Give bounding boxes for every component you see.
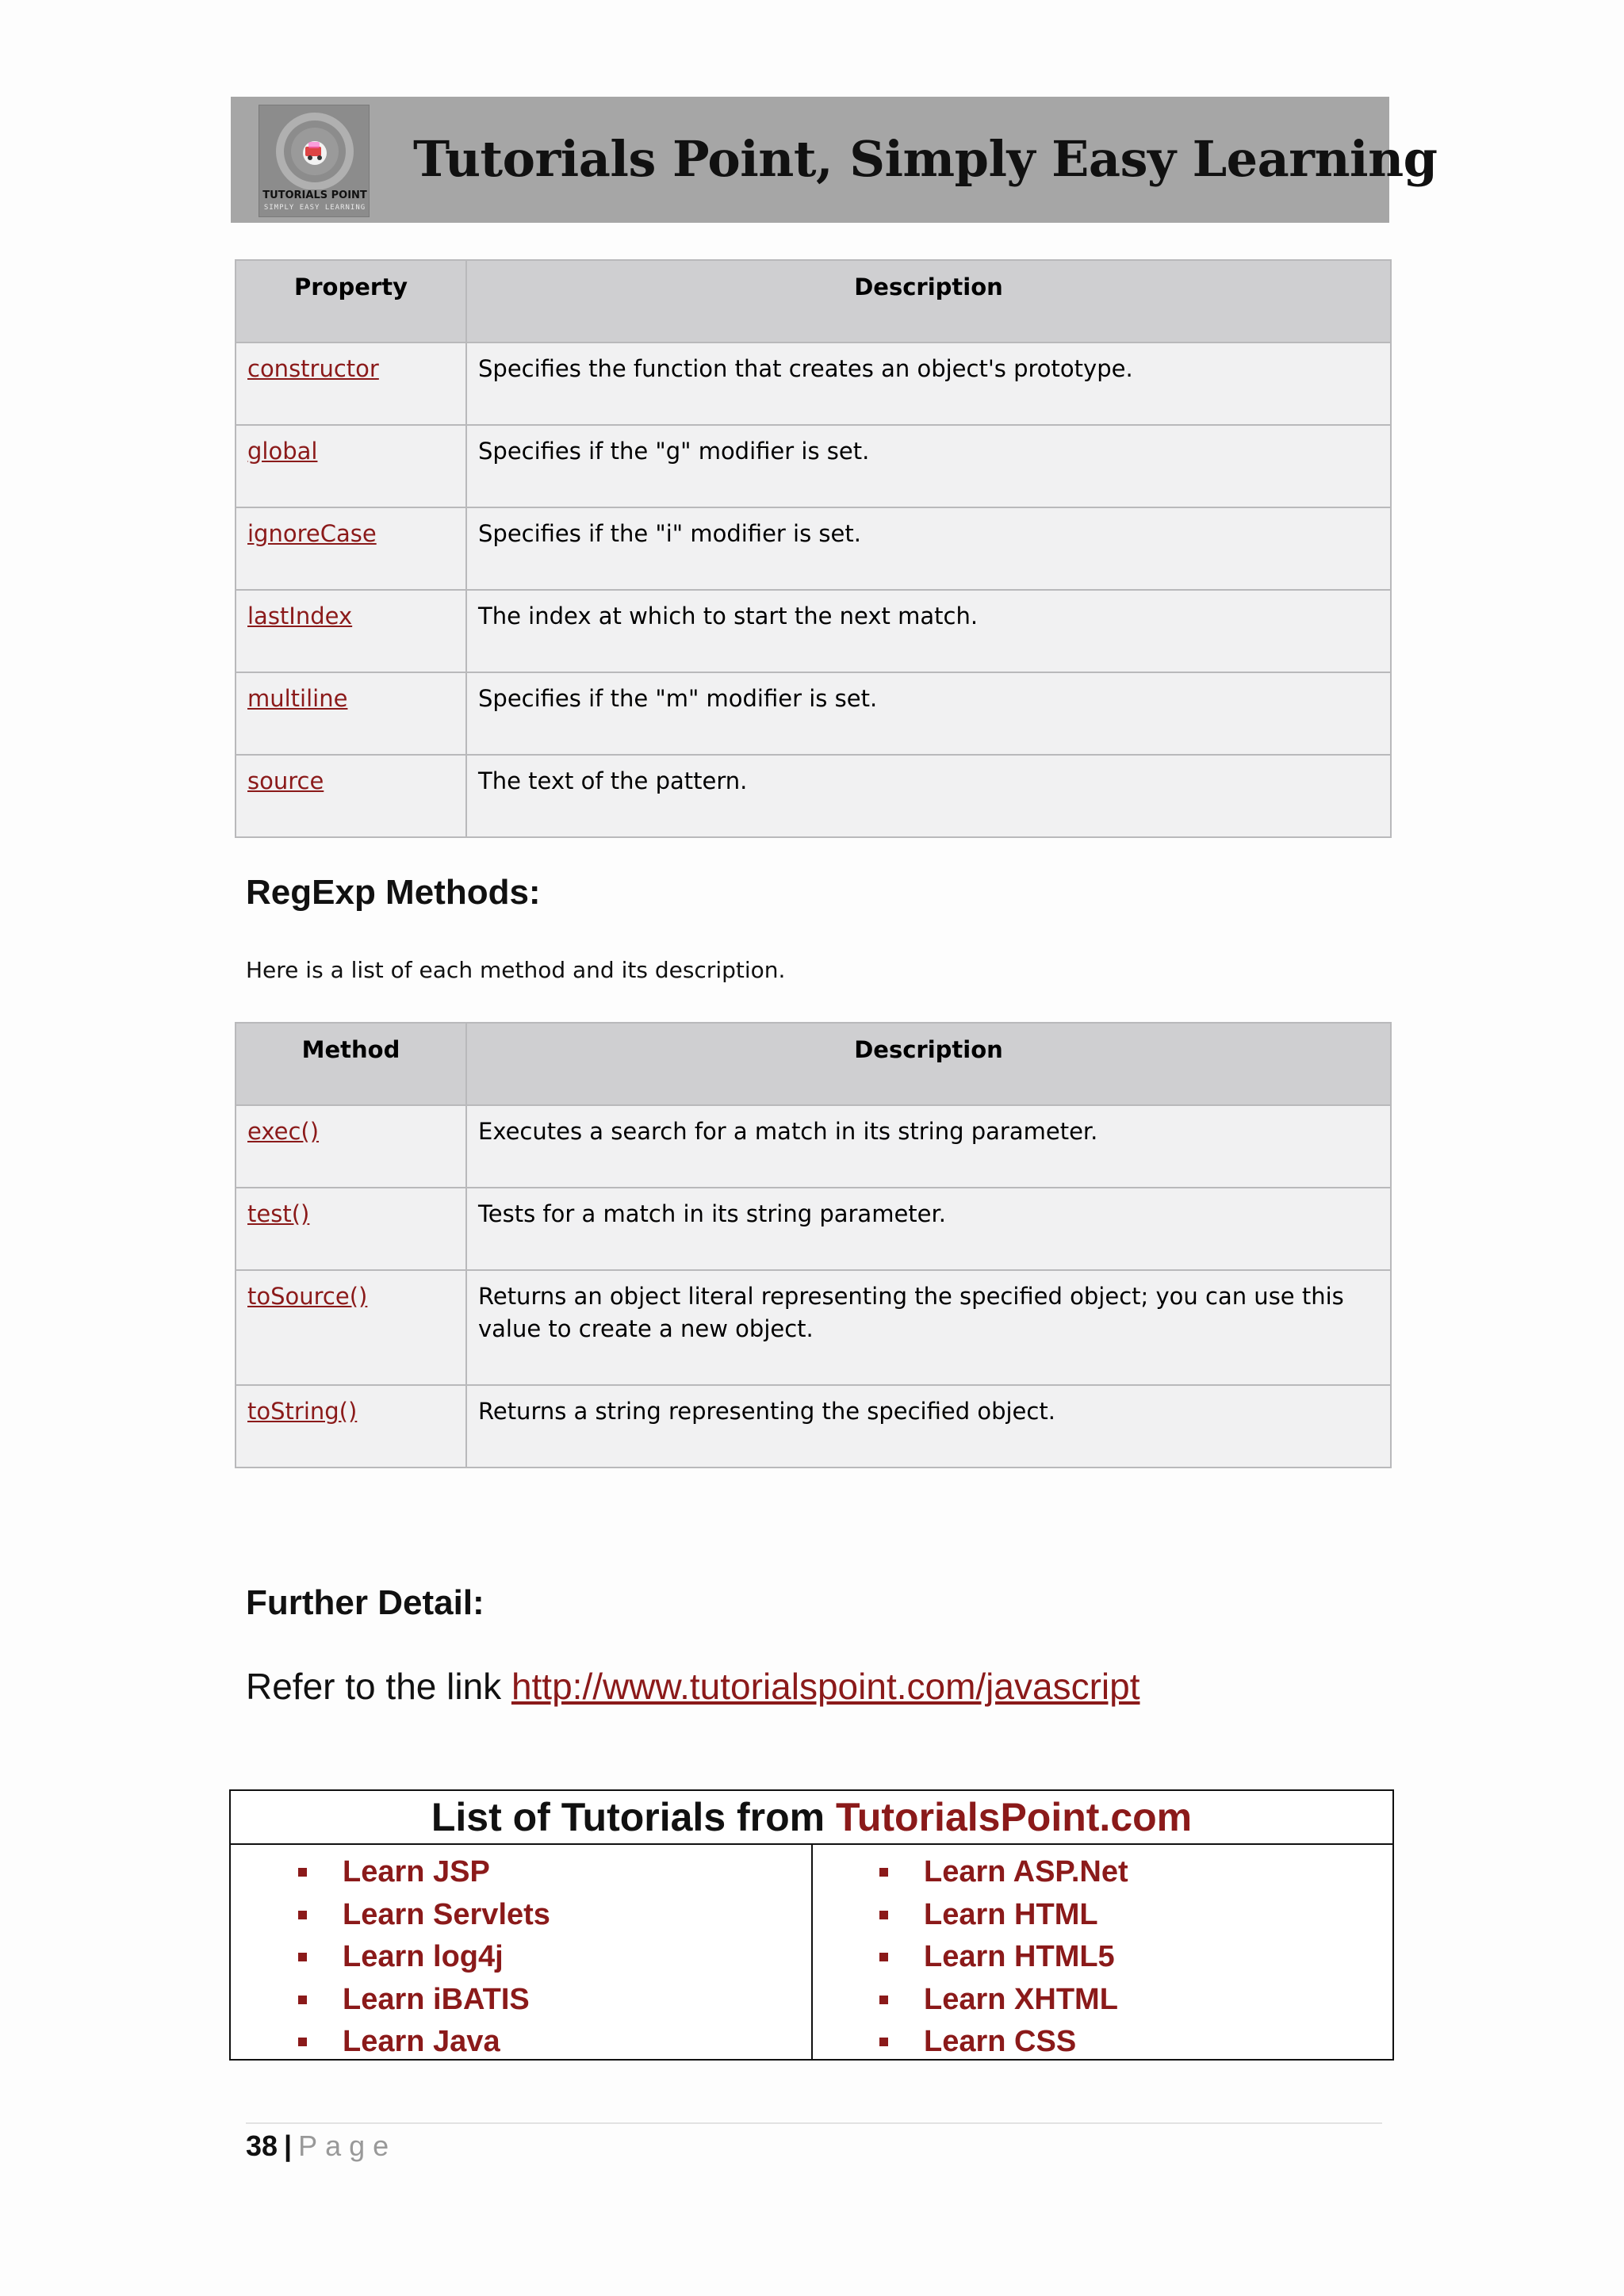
description-cell: Tests for a match in its string parameter. bbox=[466, 1188, 1391, 1270]
property-cell bbox=[236, 425, 466, 507]
bullet-icon bbox=[879, 1868, 888, 1877]
property-cell bbox=[236, 755, 466, 837]
tutorial-label: Learn ASP.Net bbox=[924, 1855, 1128, 1888]
tutorial-item[interactable] bbox=[298, 1894, 550, 1937]
column-header-description: Description bbox=[466, 1023, 1391, 1105]
tutorialspoint-logo bbox=[259, 105, 370, 217]
table-row bbox=[236, 507, 1391, 590]
property-cell bbox=[236, 342, 466, 425]
table-row bbox=[236, 342, 1391, 425]
tutorials-list-box bbox=[229, 1789, 1394, 2061]
page-footer bbox=[246, 2130, 396, 2163]
column-header-description: Description bbox=[466, 260, 1391, 342]
properties-table bbox=[235, 259, 1392, 838]
footer-divider bbox=[246, 2122, 1382, 2124]
property-link-ignorecase[interactable]: ignoreCase bbox=[247, 520, 377, 547]
page-label: Page bbox=[298, 2130, 397, 2162]
property-link-multiline[interactable]: multiline bbox=[247, 685, 348, 712]
table-row bbox=[236, 1270, 1391, 1385]
property-link-lastindex[interactable]: lastIndex bbox=[247, 603, 353, 629]
description-cell: Specifies if the "i" modifier is set. bbox=[466, 507, 1391, 590]
bullet-icon bbox=[298, 1911, 307, 1919]
description-cell: The text of the pattern. bbox=[466, 755, 1391, 837]
bullet-icon bbox=[298, 1953, 307, 1961]
table-row bbox=[236, 590, 1391, 672]
tutorial-label: Learn XHTML bbox=[924, 1982, 1118, 2016]
tutorial-item[interactable] bbox=[879, 1894, 1128, 1937]
tutorial-label: Learn CSS bbox=[924, 2025, 1077, 2058]
header-banner bbox=[231, 97, 1438, 223]
property-link-global[interactable]: global bbox=[247, 438, 318, 465]
tutorial-label: Learn HTML5 bbox=[924, 1940, 1115, 1973]
further-detail-text bbox=[246, 1665, 1139, 1708]
further-detail-heading: Further Detail: bbox=[246, 1583, 485, 1622]
property-cell bbox=[236, 507, 466, 590]
table-row bbox=[236, 672, 1391, 755]
column-header-method: Method bbox=[236, 1023, 466, 1105]
bullet-icon bbox=[298, 1868, 307, 1877]
tutorial-label: Learn iBATIS bbox=[343, 1982, 530, 2016]
bullet-icon bbox=[879, 1953, 888, 1961]
tutorial-item[interactable] bbox=[879, 2021, 1128, 2064]
method-link-tosource[interactable]: toSource() bbox=[247, 1283, 368, 1310]
javascript-tutorial-link[interactable]: http://www.tutorialspoint.com/javascript bbox=[511, 1666, 1140, 1707]
bullet-icon bbox=[298, 2038, 307, 2046]
page-title: Tutorials Point, Simply Easy Learning bbox=[413, 130, 1438, 188]
method-cell bbox=[236, 1105, 466, 1188]
page-number: 38 bbox=[246, 2130, 278, 2162]
description-cell: Specifies if the "m" modifier is set. bbox=[466, 672, 1391, 755]
method-cell bbox=[236, 1385, 466, 1468]
column-header-property: Property bbox=[236, 260, 466, 342]
tutorial-item[interactable] bbox=[298, 1936, 550, 1979]
table-row bbox=[236, 1188, 1391, 1270]
logo-text: TUTORIALS POINT bbox=[262, 189, 367, 201]
description-cell: Returns a string representing the specified object. bbox=[466, 1385, 1391, 1468]
table-row bbox=[236, 425, 1391, 507]
property-cell bbox=[236, 672, 466, 755]
description-cell: Returns an object literal representing the specified object; you can use this value to create a new object. bbox=[466, 1270, 1391, 1385]
method-link-tostring[interactable]: toString() bbox=[247, 1398, 358, 1425]
method-link-exec[interactable]: exec() bbox=[247, 1118, 320, 1145]
tutorials-title-prefix: List of Tutorials from bbox=[431, 1795, 837, 1839]
tutorial-label: Learn HTML bbox=[924, 1897, 1098, 1931]
tutorial-item[interactable] bbox=[879, 1851, 1128, 1894]
refer-label: Refer to the link bbox=[246, 1666, 511, 1707]
table-row bbox=[236, 1385, 1391, 1468]
table-header-row bbox=[236, 260, 1391, 342]
tutorial-label: Learn log4j bbox=[343, 1940, 504, 1973]
tutorial-item[interactable] bbox=[879, 1979, 1128, 2022]
method-cell bbox=[236, 1270, 466, 1385]
tutorial-item[interactable] bbox=[298, 1979, 550, 2022]
description-cell: Specifies the function that creates an object's prototype. bbox=[466, 342, 1391, 425]
table-row bbox=[236, 1105, 1391, 1188]
property-link-source[interactable]: source bbox=[247, 767, 324, 794]
tutorials-list-right bbox=[879, 1851, 1128, 2064]
logo-emblem-icon bbox=[264, 110, 366, 189]
bullet-icon bbox=[879, 1996, 888, 2004]
method-link-test[interactable]: test() bbox=[247, 1200, 310, 1227]
table-header-row bbox=[236, 1023, 1391, 1105]
description-cell: Executes a search for a match in its string parameter. bbox=[466, 1105, 1391, 1188]
tutorials-list-left bbox=[298, 1851, 550, 2064]
bullet-icon bbox=[298, 1996, 307, 2004]
property-link-constructor[interactable]: constructor bbox=[247, 355, 379, 382]
tutorials-title bbox=[231, 1791, 1392, 1845]
column-divider bbox=[811, 1845, 813, 2061]
property-cell bbox=[236, 590, 466, 672]
method-cell bbox=[236, 1188, 466, 1270]
description-cell: The index at which to start the next match. bbox=[466, 590, 1391, 672]
methods-table bbox=[235, 1022, 1392, 1468]
logo-tagline: SIMPLY EASY LEARNING bbox=[263, 204, 366, 212]
tutorial-item[interactable] bbox=[298, 1851, 550, 1894]
table-row bbox=[236, 755, 1391, 837]
tutorial-label: Learn Servlets bbox=[343, 1897, 550, 1931]
description-cell: Specifies if the "g" modifier is set. bbox=[466, 425, 1391, 507]
tutorial-item[interactable] bbox=[879, 1936, 1128, 1979]
bullet-icon bbox=[879, 2038, 888, 2046]
tutorial-item[interactable] bbox=[298, 2021, 550, 2064]
methods-heading: RegExp Methods: bbox=[246, 873, 541, 912]
methods-intro: Here is a list of each method and its description. bbox=[246, 957, 786, 983]
tutorial-label: Learn JSP bbox=[343, 1855, 490, 1888]
bullet-icon bbox=[879, 1911, 888, 1919]
footer-separator: | bbox=[284, 2130, 293, 2162]
tutorials-title-brand: TutorialsPoint.com bbox=[836, 1795, 1193, 1839]
tutorial-label: Learn Java bbox=[343, 2025, 500, 2058]
